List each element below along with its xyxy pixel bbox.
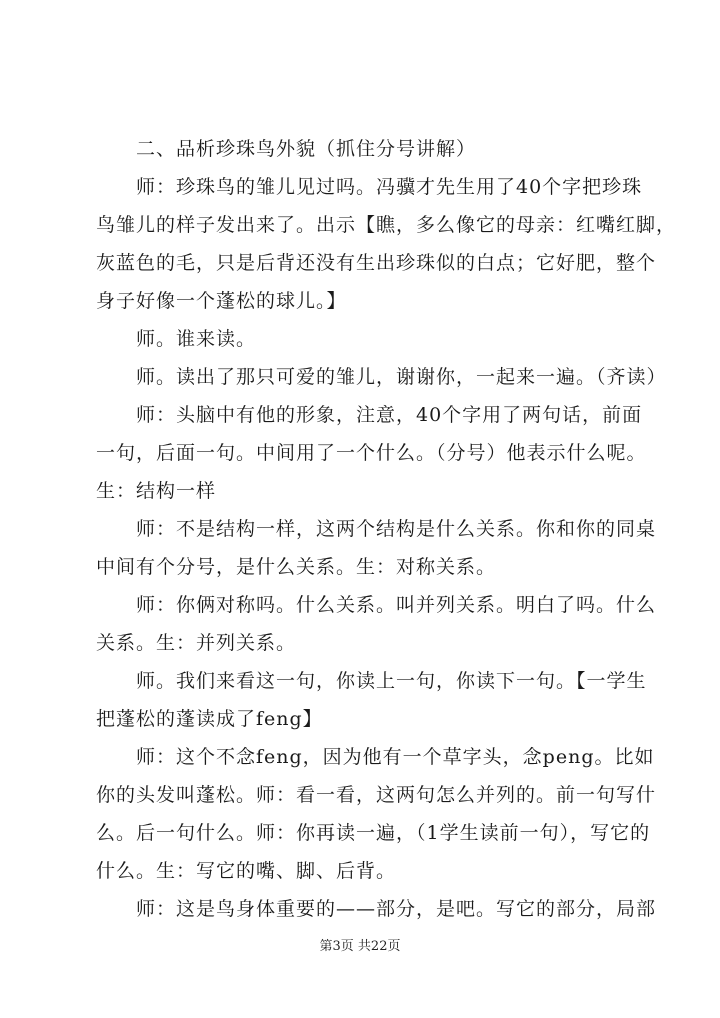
page-number: 第3页 共22页: [319, 939, 401, 954]
section-heading: 二、品析珍珠鸟外貌（抓住分号讲解）: [136, 138, 477, 160]
text-line: 师：你俩对称吗。什么关系。叫并列关系。明白了吗。什么: [136, 594, 657, 616]
text-line: 一句，后面一句。中间用了一个什么。（分号）他表示什么呢。: [96, 442, 647, 464]
text-line: 师。谁来读。: [136, 328, 257, 350]
text-line: 师：头脑中有他的形象，注意，40个字用了两句话，前面: [136, 404, 643, 426]
text-line: 你的头发叫蓬松。师：看一看，这两句怎么并列的。前一句写什: [96, 784, 657, 806]
text-line: 师。我们来看这一句，你读上一句，你读下一句。【一学生: [136, 670, 647, 692]
text-line: 身子好像一个蓬松的球儿。】: [96, 290, 347, 312]
text-line: 灰蓝色的毛，只是后背还没有生出珍珠似的白点；它好肥，整个: [96, 252, 657, 274]
text-line: 么。后一句什么。师：你再读一遍，（1学生读前一句），写它的: [96, 822, 651, 844]
text-line: 中间有个分号，是什么关系。生：对称关系。: [96, 556, 497, 578]
text-line: 师：这个不念feng，因为他有一个草字头，念peng。比如: [136, 746, 655, 768]
text-line: 关系。生：并列关系。: [96, 632, 297, 654]
text-line: 什么。生：写它的嘴、脚、后背。: [96, 860, 397, 882]
text-line: 师：不是结构一样，这两个结构是什么关系。你和你的同桌: [136, 518, 657, 540]
text-line: 师：珍珠鸟的雏儿见过吗。冯骥才先生用了40个字把珍珠: [136, 176, 643, 198]
text-line: 师。读出了那只可爱的雏儿，谢谢你，一起来一遍。（齐读）: [136, 366, 667, 388]
text-line: 把蓬松的蓬读成了feng】: [96, 708, 323, 730]
text-line: 鸟雏儿的样子发出来了。出示【瞧，多么像它的母亲：红嘴红脚，: [96, 214, 677, 236]
text-line: 生：结构一样: [96, 480, 217, 502]
text-line: 师：这是鸟身体重要的——部分，是吧。写它的部分，局部: [136, 898, 657, 920]
